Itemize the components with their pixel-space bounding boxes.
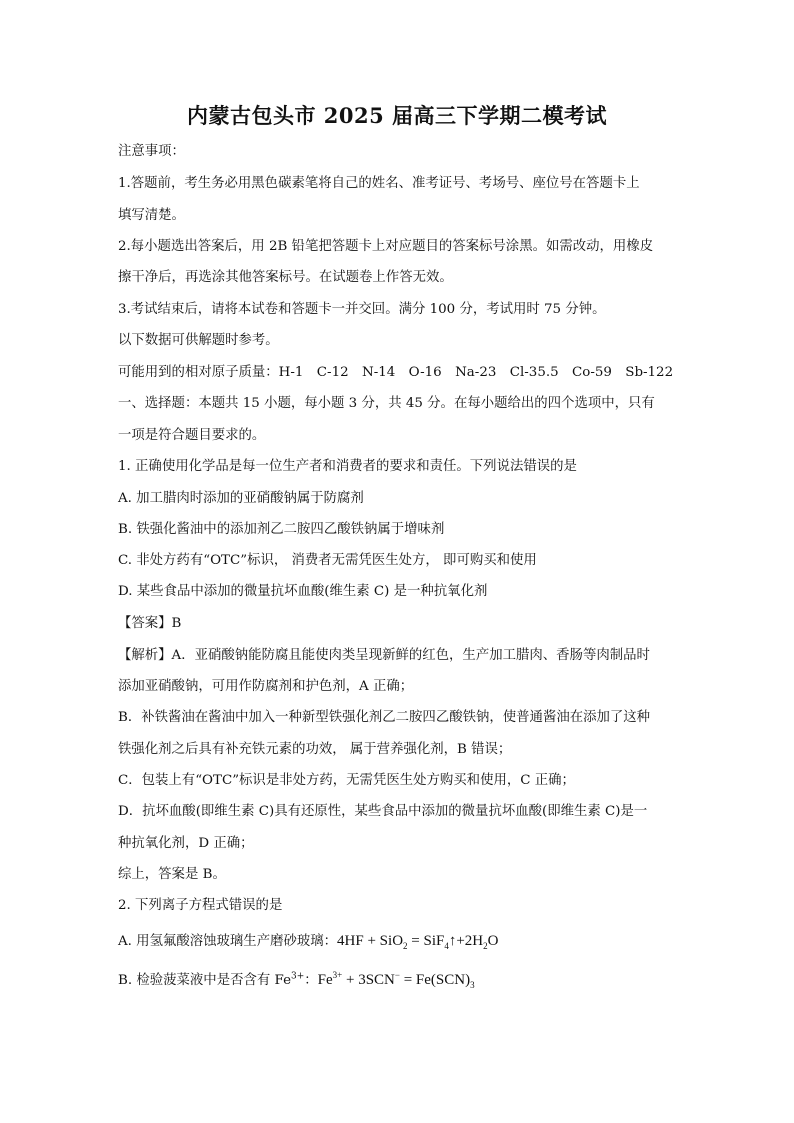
eq-part: ↑+2H [448, 933, 484, 949]
q2-option-a-equation [337, 933, 498, 949]
section1-heading-cont: 一项是符合题目要求的。 [118, 428, 266, 443]
q1-explanation-b: B．补铁酱油在酱油中加入一种新型铁强化剂乙二胺四乙酸铁钠，使普通酱油在添加了这种 [118, 710, 651, 725]
notice-heading: 注意事项： [118, 144, 185, 159]
q1-explanation-b-cont: 铁强化剂之后具有补充铁元素的功效， 属于营养强化剂，B 错误； [118, 742, 512, 757]
notice-item-3: 3.考试结束后，请将本试卷和答题卡一并交回。满分 100 分，考试用时 75 分钟。 [118, 302, 606, 317]
eq-superscript: 3+ [291, 971, 305, 982]
notice-item-2: 2.每小题选出答案后，用 2B 铅笔把答题卡上对应题目的答案标号涂黑。如需改动，用橡皮 [118, 239, 654, 254]
q1-explanation-d: D．抗坏血酸(即维生素 C)具有还原性，某些食品中添加的微量抗坏血酸(即维生素 C)是一 [118, 804, 648, 819]
q2-option-b-equation [318, 972, 475, 988]
q1-explanation-a: 【解析】A．亚硝酸钠能防腐且能使肉类呈现新鲜的红色，生产加工腊肉、香肠等肉制品时 [118, 648, 650, 663]
q1-option-b: B. 铁强化酱油中的添加剂乙二胺四乙酸铁钠属于增味剂 [118, 522, 445, 537]
eq-subscript: 3 [470, 980, 475, 990]
q2-option-a-text: A. 用氢氟酸溶蚀玻璃生产磨砂玻璃： [118, 934, 338, 949]
q2-option-b [118, 970, 688, 991]
q1-explanation-a-cont: 添加亚硝酸钠，可用作防腐剂和护色剂，A 正确； [118, 679, 414, 694]
eq-part: + 3SCN [342, 972, 395, 988]
eq-subscript: 2 [403, 941, 408, 951]
eq-superscript: 3+ [332, 970, 343, 980]
notice-item-1-cont: 填写清楚。 [118, 208, 185, 223]
eq-superscript: − [394, 970, 400, 980]
notice-item-1: 1.答题前，考生务必用黑色碳素笔将自己的姓名、准考证号、考场号、座位号在答题卡上 [118, 176, 640, 191]
q1-summary: 综上，答案是 B。 [118, 867, 226, 882]
q1-stem: 1. 正确使用化学品是每一位生产者和消费者的要求和责任。下列说法错误的是 [118, 459, 577, 474]
eq-part: = Fe(SCN) [399, 972, 471, 988]
q1-explanation-c: C．包装上有“OTC”标识是非处方药，无需凭医生处方购买和使用，C 正确； [118, 773, 575, 788]
eq-part: O [487, 933, 499, 949]
q1-explanation-d-cont: 种抗氧化剂，D 正确； [118, 836, 254, 851]
exam-title: 内蒙古包头市 2025 届高三下学期二模考试 [186, 103, 608, 128]
q1-option-c: C. 非处方药有“OTC”标识， 消费者无需凭医生处方， 即可购买和使用 [118, 553, 537, 568]
q2-option-b-text: B. 检验菠菜液中是否含有 Fe [118, 973, 291, 988]
q1-option-a: A. 加工腊肉时添加的亚硝酸钠属于防腐剂 [118, 491, 364, 506]
q1-answer: 【答案】B [118, 616, 182, 631]
eq-subscript: 2 [483, 941, 488, 951]
q2-stem: 2. 下列离子方程式错误的是 [118, 898, 283, 913]
data-reference-note: 以下数据可供解题时参考。 [118, 333, 279, 348]
q2-option-b-colon: ： [304, 973, 318, 988]
q1-option-d: D. 某些食品中添加的微量抗坏血酸(维生素 C) 是一种抗氧化剂 [118, 584, 488, 599]
section1-heading: 一、选择题：本题共 15 小题，每小题 3 分，共 45 分。在每小题给出的四个选项中，只有 [118, 396, 655, 411]
atomic-masses: 可能用到的相对原子质量：H-1 C-12 N-14 O-16 Na-23 Cl-35.5 Co-59 Sb-122 [118, 365, 674, 380]
eq-subscript: 4 [444, 941, 449, 951]
eq-part: = SiF [407, 933, 445, 949]
eq-part: 4HF + SiO [337, 933, 404, 949]
q2-option-a [118, 931, 688, 952]
notice-item-2-cont: 擦干净后，再选涂其他答案标号。在试题卷上作答无效。 [118, 270, 453, 285]
eq-part: Fe [317, 972, 333, 988]
